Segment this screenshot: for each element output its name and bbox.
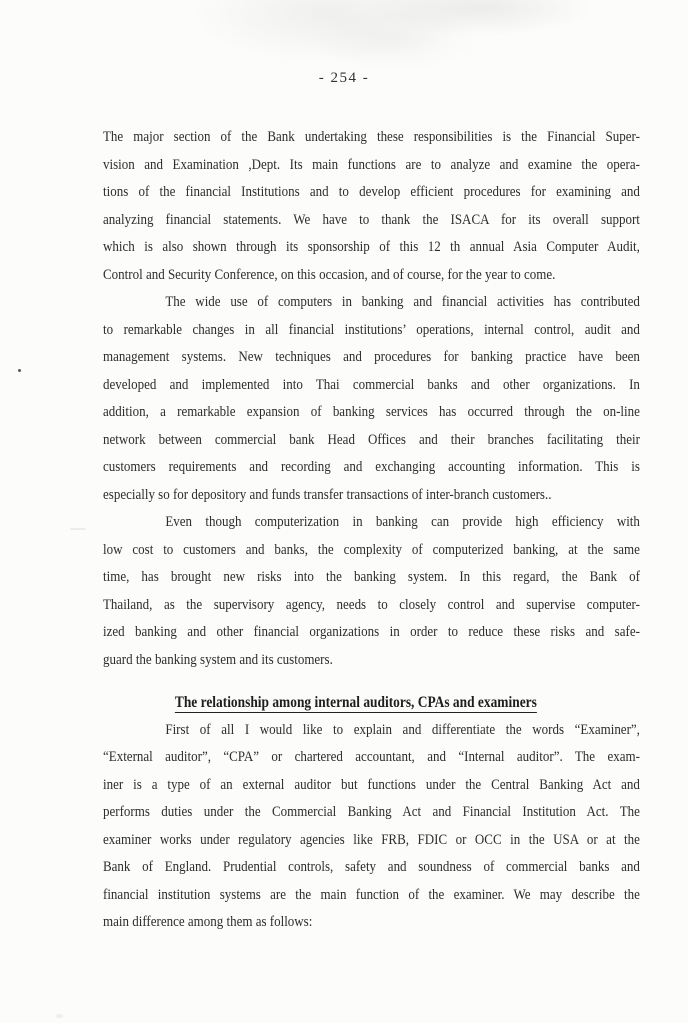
- text-line: time, has brought new risks into the banking system. In this regard, the Bank of: [103, 569, 640, 585]
- text-line: guard the banking system and its customers.: [103, 651, 333, 668]
- text-line: which is also shown through its sponsorship of this 12 th annual Asia Computer Audit,: [103, 239, 640, 255]
- section-heading: [175, 689, 640, 717]
- text-line: iner is a type of an external auditor but functions under the Central Banking Act and: [103, 776, 640, 793]
- page-number: - 254 -: [318, 70, 370, 86]
- section-heading-text: The relationship among internal auditors, CPAs and examiners: [174, 694, 537, 711]
- text-line: “External auditor”, “CPA” or chartered accountant, and “Internal auditor”. The exam-: [103, 749, 640, 765]
- text-line: Even though computerization in banking can provide high efficiency with: [165, 514, 640, 530]
- text-line: to remarkable changes in all financial institutions’ operations, internal control, audit and: [103, 321, 640, 338]
- text-line: especially so for depository and funds transfer transactions of inter-branch customers..: [103, 486, 552, 503]
- text-line: low cost to customers and banks, the complexity of computerized banking, at the same: [103, 541, 640, 558]
- text-line: vision and Examination ,Dept. Its main functions are to analyze and examine the opera-: [103, 156, 640, 173]
- scan-artifact: [56, 1014, 63, 1018]
- text-line: main difference among them as follows:: [103, 914, 313, 930]
- text-line: analyzing financial statements. We have to thank the ISACA for its overall support: [103, 211, 640, 228]
- text-line: Bank of England. Prudential controls, safety and soundness of commercial banks and: [103, 859, 640, 875]
- text-line: The major section of the Bank undertaking these responsibilities is the Financial Super-: [103, 129, 640, 145]
- text-line: management systems. New techniques and procedures for banking practice have been: [103, 349, 640, 365]
- text-line: The wide use of computers in banking and financial activities has contributed: [165, 294, 640, 310]
- text-line: addition, a remarkable expansion of banking services has occurred through the on-line: [103, 404, 640, 420]
- text-line: financial institution systems are the main function of the examiner. We may describe the: [103, 886, 640, 903]
- text-line: tions of the financial Institutions and to develop efficient procedures for examining and: [103, 184, 640, 200]
- text-line: examiner works under regulatory agencies like FRB, FDIC or OCC in the USA or at the: [103, 831, 640, 848]
- text-line: First of all I would like to explain and differentiate the words “Examiner”,: [165, 721, 640, 738]
- text-line: network between commercial bank Head Offices and their branches facilitating their: [103, 431, 640, 448]
- scan-speck: [18, 369, 21, 372]
- scan-artifact: [70, 528, 86, 530]
- text-line: customers requirements and recording and exchanging accounting information. This is: [103, 459, 640, 475]
- body-text: [103, 124, 640, 937]
- text-line: ized banking and other financial organizations in order to reduce these risks and safe-: [103, 624, 640, 640]
- text-line: developed and implemented into Thai commercial banks and other organizations. In: [103, 376, 640, 393]
- text-line: Control and Security Conference, on this occasion, and of course, for the year to come.: [103, 266, 556, 283]
- text-line: Thailand, as the supervisory agency, needs to closely control and supervise computer-: [103, 596, 640, 613]
- text-line: performs duties under the Commercial Banking Act and Financial Institution Act. The: [103, 804, 640, 820]
